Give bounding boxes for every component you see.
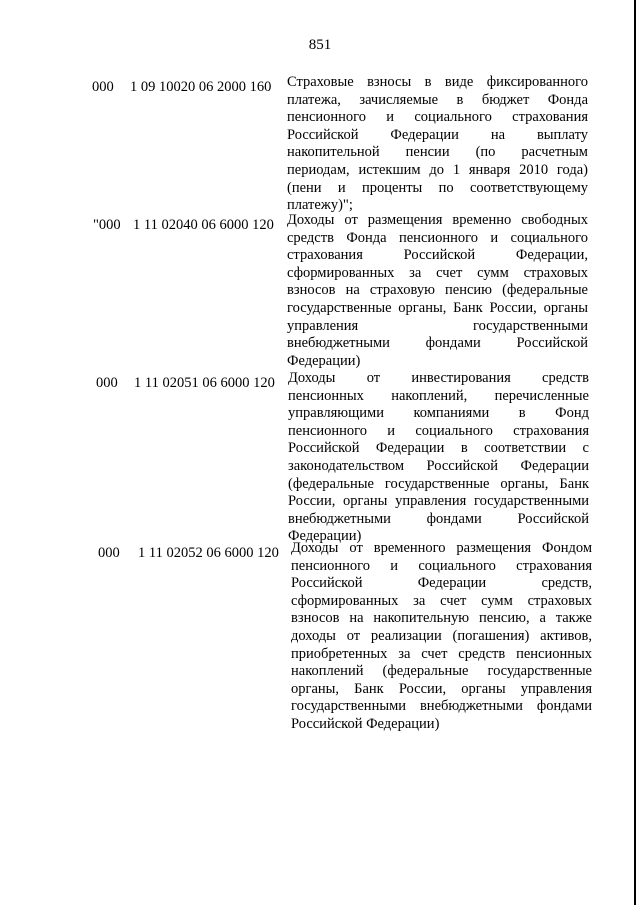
description-line: сформированных за счет сумм страховых: [287, 264, 588, 281]
description-line: государственными внебюджетными фондами: [291, 698, 592, 715]
description-line: Федерации): [287, 352, 361, 369]
description-line: Доходы от инвестирования средств: [288, 370, 589, 386]
admin-code: 000: [96, 375, 118, 391]
description-line: взносов на накопительную пенсию, а также: [291, 610, 592, 627]
description-line: (пени и проценты по соответствующему: [287, 179, 588, 196]
description-line: Доходы от временного размещения Фондом: [291, 540, 592, 556]
income-code: 1 09 10020 06 2000 160: [130, 79, 272, 95]
description-line: (федеральные государственные органы, Банк: [288, 475, 589, 492]
description-line: средств Фонда пенсионного и социального: [287, 229, 588, 246]
description-line: периодам, истекшим до 1 января 2010 года): [287, 161, 588, 178]
description-line: приобретенных за счет средств пенсионных: [291, 645, 592, 662]
description-line: взносов на страховую пенсию (федеральные: [287, 282, 588, 299]
description-line: пенсионного и социального страхования: [291, 557, 592, 574]
description-line: накопительной пенсии (по расчетным: [287, 144, 588, 161]
description-line: Российской Федерации в соответствии с: [288, 440, 589, 457]
description-line: Российской Федерации средств,: [291, 575, 592, 592]
description-line: Федерации): [288, 528, 362, 545]
description-line: Доходы от размещения временно свободных: [287, 212, 588, 228]
description-line: государственные органы, Банк России, органы: [287, 299, 588, 316]
description-line: управляющими компаниями в Фонд: [288, 405, 589, 422]
income-code: 1 11 02052 06 6000 120: [138, 545, 279, 561]
entry-description: [291, 540, 592, 734]
page-number: 851: [308, 37, 332, 53]
admin-code: 000: [92, 79, 114, 95]
description-line: органы, Банк России, органы управления: [291, 680, 592, 697]
income-code: 1 11 02051 06 6000 120: [134, 375, 275, 391]
description-line: пенсионных накоплений, перечисленные: [288, 387, 589, 404]
description-line: пенсионного и социального страхования: [288, 422, 589, 439]
description-line: законодательством Российской Федерации: [288, 457, 589, 474]
description-line: платежа, зачисляемые в бюджет Фонда: [287, 91, 588, 108]
description-line: Страховые взносы в виде фиксированного: [287, 74, 588, 90]
description-line: платежу)";: [287, 197, 353, 214]
description-line: накоплений (федеральные государственные: [291, 663, 592, 680]
admin-code: 000: [98, 545, 120, 561]
description-line: Российской Федерации): [291, 715, 440, 732]
description-line: внебюджетными фондами Российской: [288, 510, 589, 527]
admin-code: "000: [93, 217, 121, 233]
scan-edge-line: [634, 0, 636, 905]
entry-description: [287, 212, 588, 370]
description-line: сформированных за счет сумм страховых: [291, 592, 592, 609]
income-code: 1 11 02040 06 6000 120: [133, 217, 274, 233]
description-line: России, органы управления государственными: [288, 493, 589, 510]
description-line: пенсионного и социального страхования: [287, 109, 588, 126]
description-line: доходы от реализации (погашения) активов,: [291, 627, 592, 644]
entry-description: [288, 370, 589, 546]
description-line: страхования Российской Федерации,: [287, 247, 588, 264]
description-line: внебюджетными фондами Российской: [287, 335, 588, 352]
description-line: Российской Федерации на выплату: [287, 126, 588, 143]
entry-description: [287, 74, 588, 215]
description-line: управления государственными: [287, 317, 588, 334]
